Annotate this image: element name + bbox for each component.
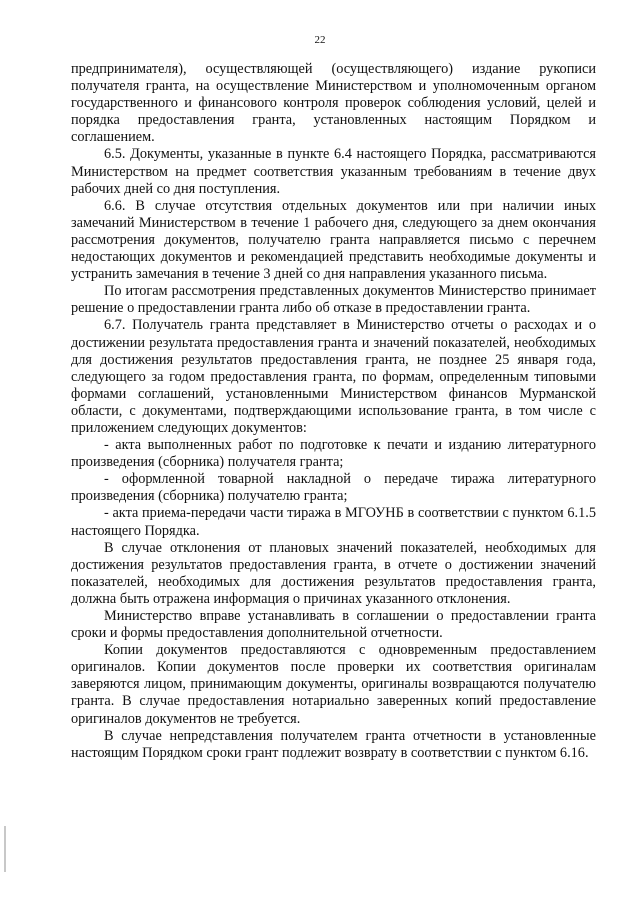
paragraph-6-7: 6.7. Получатель гранта представляет в Министерство отчеты о расходах и о достижении результата предоставления гранта и значений показателей, необходимых для достижения результатов предоставления гранта, не позднее 25 января года, следующего за годом предоставления гранта, по формам, определенным типовыми формами соглашений, установленными Министерством финансов Мурманской области, с документами, подтверждающими использование гранта, в том числе с приложением следующих документов: <box>71 317 596 436</box>
paragraph-refund: В случае непредставления получателем гранта отчетности в установленные настоящим Порядком сроки грант подлежит возврату в соответствии с пунктом 6.16. <box>71 727 596 761</box>
list-item-transfer-act: - акта приема-передачи части тиража в МГОУНБ в соответствии с пунктом 6.1.5 настоящего Порядка. <box>71 505 596 539</box>
paragraph-review-results: По итогам рассмотрения представленных документов Министерство принимает решение о предоставлении гранта либо об отказе в предоставлении гранта. <box>71 283 596 317</box>
paragraph-6-5: 6.5. Документы, указанные в пункте 6.4 настоящего Порядка, рассматриваются Министерством на предмет соответствия указанным требованиям в течение двух рабочих дней со дня поступления. <box>71 146 596 197</box>
paragraph-6-6: 6.6. В случае отсутствия отдельных документов или при наличии иных замечаний Министерством в течение 1 рабочего дня, следующего за днем окончания рассмотрения документов, получателю гранта направляется письмо с перечнем недостающих документов и рекомендацией представить необходимые документы и устранить замечания в течение 3 дней со дня направления указанного письма. <box>71 197 596 283</box>
paragraph-additional-reporting: Министерство вправе устанавливать в соглашении о предоставлении гранта сроки и формы предоставления дополнительной отчетности. <box>71 608 596 642</box>
list-item-work-act: - акта выполненных работ по подготовке к печати и изданию литературного произведения (сборника) получателя гранта; <box>71 437 596 471</box>
page-number: 22 <box>314 34 326 46</box>
paragraph-copies: Копии документов предоставляются с одновременным предоставлением оригиналов. Копии документов после проверки их соответствия оригиналам заверяются лицом, принимающим документы, оригиналы возвращаются получателю гранта. В случае предоставления нотариально заверенных копий предоставление оригиналов документов не требуется. <box>71 642 596 727</box>
scan-margin-mark <box>4 826 6 872</box>
paragraph-continuation: предпринимателя), осуществляющей (осуществляющего) издание рукописи получателя гранта, на осуществление Министерством и уполномоченным органом государственного и финансового контроля проверок соблюдения условий, целей и порядка предоставления гранта, установленных настоящим Порядком и соглашением. <box>71 61 596 146</box>
document-body <box>71 61 596 762</box>
paragraph-deviation: В случае отклонения от плановых значений показателей, необходимых для достижения результатов предоставления гранта, в отчете о достижении значений показателей, необходимых для достижения результатов предоставления гранта, должна быть отражена информация о причинах указанного отклонения. <box>71 539 596 607</box>
list-item-waybill: - оформленной товарной накладной о передаче тиража литературного произведения (сборника) получателю гранта; <box>71 471 596 505</box>
